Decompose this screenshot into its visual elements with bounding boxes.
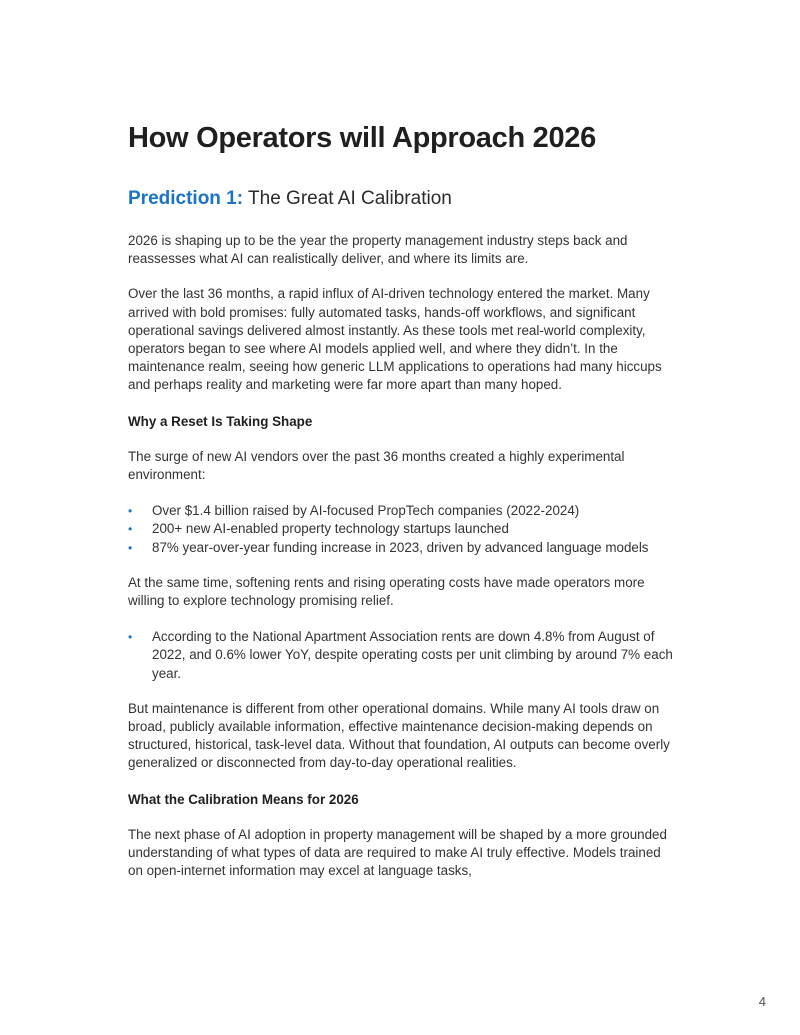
- list-item-text: Over $1.4 billion raised by AI-focused PropTech companies (2022-2024): [152, 503, 580, 519]
- list-item-text: 200+ new AI-enabled property technology startups launched: [152, 521, 509, 537]
- bullet-icon: •: [128, 630, 133, 645]
- list-item-text: 87% year-over-year funding increase in 2023, driven by advanced language models: [152, 539, 649, 555]
- reset-intro-paragraph: The surge of new AI vendors over the past 36 months created a highly experimental environment:: [128, 448, 625, 483]
- section-heading-calibration: What the Calibration Means for 2026: [128, 791, 359, 807]
- page-number: 4: [758, 994, 766, 1009]
- list-item-text: According to the National Apartment Association rents are down 4.8% from August of 2022, and 0.6% lower YoY, despite operating costs per unit climbing by around 7% each year.: [152, 629, 673, 681]
- page-title: How Operators will Approach 2026: [128, 122, 596, 154]
- section-heading-reset: Why a Reset Is Taking Shape: [128, 413, 313, 429]
- rents-bullet-list: [128, 628, 678, 683]
- prediction-subtitle: [128, 186, 678, 212]
- bullet-icon: •: [128, 540, 133, 555]
- calibration-paragraph: The next phase of AI adoption in property management will be shaped by a more grounded understanding of what types of data are required to make AI truly effective. Models trained on open-internet information may excel at language tasks,: [128, 826, 667, 879]
- rents-paragraph: At the same time, softening rents and rising operating costs have made operators more willing to explore technology promising relief.: [128, 574, 645, 609]
- intro-paragraph: 2026 is shaping up to be the year the property management industry steps back and reassesses what AI can realistically deliver, and where its limits are.: [128, 233, 628, 267]
- prediction-text: The Great AI Calibration: [248, 188, 452, 209]
- list-item: [128, 628, 678, 683]
- bullet-icon: •: [128, 522, 133, 537]
- page-content: [128, 118, 678, 880]
- prediction-label: Prediction 1:: [128, 188, 244, 209]
- context-paragraph: Over the last 36 months, a rapid influx of AI-driven technology entered the market. Many arrived with bold promises: fully automated tasks, hands-off workflows, and significant operational savings delivered almost instantly. As these tools met real-world complexity, operators began to see where AI models applied well, and where they didn’t. In the maintenance realm, seeing how generic LLM applications to operations had many hiccups and perhaps reality and marketing were far more apart than many hoped.: [128, 286, 662, 393]
- stats-bullet-list: [128, 502, 678, 557]
- list-item: [128, 502, 678, 520]
- maintenance-paragraph: But maintenance is different from other operational domains. While many AI tools draw on broad, publicly available information, effective maintenance decision-making depends on structured, historical, task-level data. Without that foundation, AI outputs can become overly generalized or disconnected from day-to-day operational realities.: [128, 700, 670, 771]
- list-item: [128, 539, 678, 557]
- list-item: [128, 520, 678, 538]
- bullet-icon: •: [128, 504, 133, 519]
